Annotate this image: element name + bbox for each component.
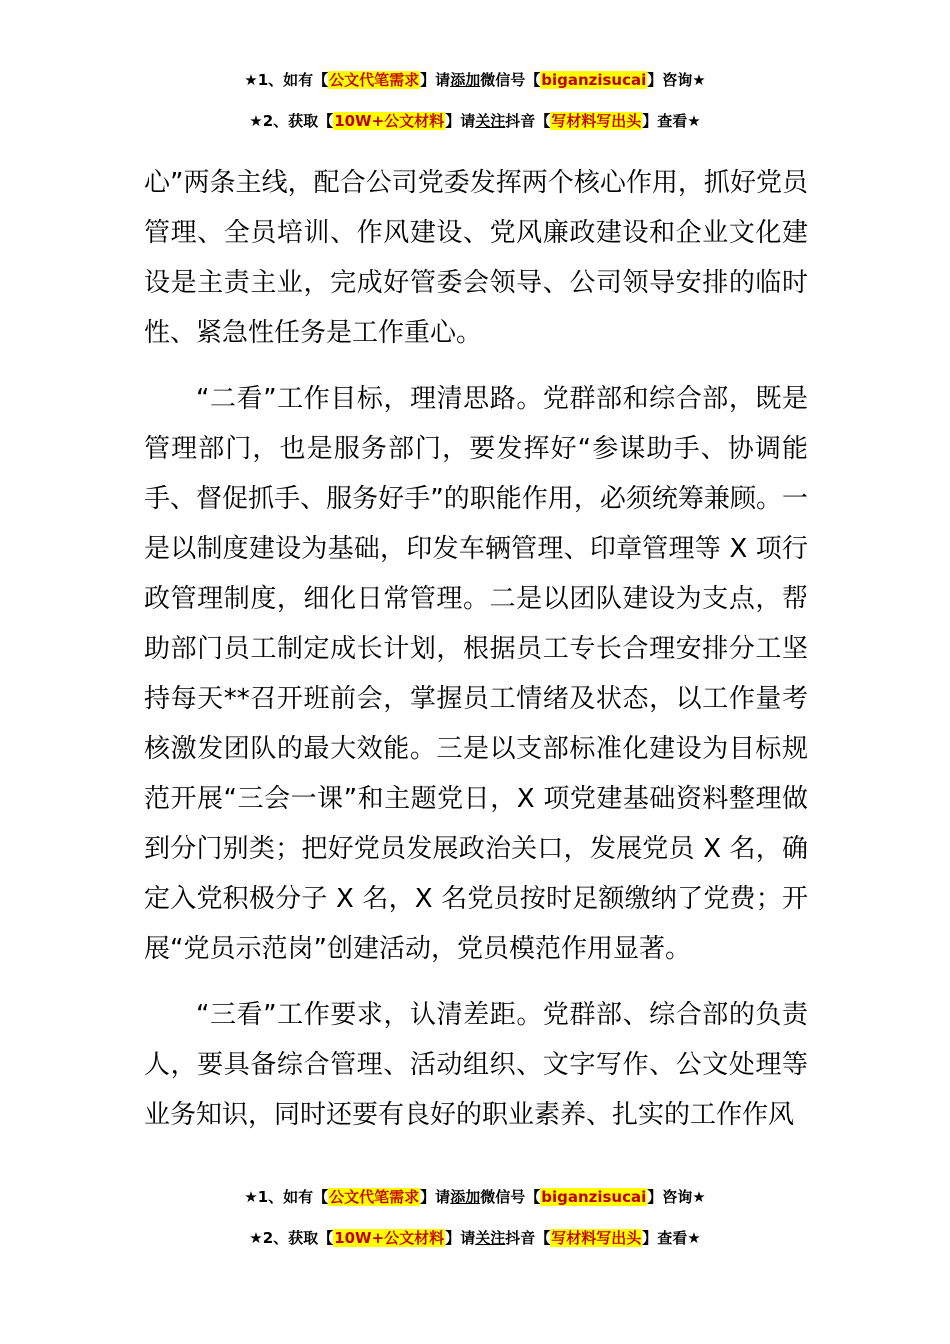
banner-underlined: 关注 — [475, 112, 506, 130]
banner-text: ★2、获取【 — [249, 112, 334, 130]
banner-text: ★2、获取【 — [249, 1229, 334, 1247]
banner-text: 】咨询★ — [647, 71, 706, 89]
banner-text: 】请 — [445, 112, 476, 130]
banner-text: 】请 — [445, 1229, 476, 1247]
banner-highlight: 写材料写出头 — [551, 112, 642, 130]
footer-banner — [0, 1177, 950, 1259]
banner-text: 】咨询★ — [647, 1188, 706, 1206]
paragraph-continued: 心”两条主线，配合公司党委发挥两个核心作用，抓好党员管理、全员培训、作风建设、党风廉政建设和企业文化建设是主责主业，完成好管委会领导、公司领导安排的临时性、紧急性任务是工作重心。 — [144, 168, 808, 348]
banner-text: 微信号【 — [480, 71, 541, 89]
banner-line-2 — [0, 1218, 950, 1259]
banner-line-2 — [0, 101, 950, 142]
banner-text: 抖音【 — [505, 112, 551, 130]
banner-highlight: biganzisucai — [541, 1188, 647, 1206]
banner-highlight: biganzisucai — [541, 71, 647, 89]
banner-text: 】请 — [420, 71, 451, 89]
banner-text: ★1、如有【 — [244, 71, 329, 89]
banner-line-1 — [0, 60, 950, 101]
banner-highlight: 公文代笔需求 — [329, 71, 420, 89]
banner-text: 微信号【 — [480, 1188, 541, 1206]
banner-highlight: 10W+公文材料 — [334, 1229, 445, 1247]
banner-underlined: 关注 — [475, 1229, 506, 1247]
banner-text: ★1、如有【 — [244, 1188, 329, 1206]
document-body — [144, 158, 808, 1140]
banner-highlight: 公文代笔需求 — [329, 1188, 420, 1206]
banner-text: 抖音【 — [505, 1229, 551, 1247]
banner-text: 】查看★ — [642, 1229, 701, 1247]
paragraph-second-look: “二看”工作目标，理清思路。党群部和综合部，既是管理部门，也是服务部门，要发挥好“参谋助手、协调能手、督促抓手、服务好手”的职能作用，必须统筹兼顾。一是以制度建设为基础，印发车辆管理、印章管理等 X 项行政管理制度，细化日常管理。二是以团队建设为支点，帮助部门员工制定成长计划，根据员工专长合理安排分工坚持每天**召开班前会，掌握员工情绪及状态，以工作量考核激发团队的最大效能。三是以支部标准化建设为目标规范开展“三会一课”和主题党日，X 项党建基础资料整理做到分门别类；把好党员发展政治关口，发展党员 X 名，确定入党积极分子 X 名，X 名党员按时足额缴纳了党费；开展“党员示范岗”创建活动，党员模范作用显著。 — [144, 384, 808, 964]
banner-line-1 — [0, 1177, 950, 1218]
banner-underlined: 添加 — [450, 1188, 481, 1206]
banner-highlight: 10W+公文材料 — [334, 112, 445, 130]
banner-text: 】查看★ — [642, 112, 701, 130]
paragraph-third-look: “三看”工作要求，认清差距。党群部、综合部的负责人，要具备综合管理、活动组织、文字写作、公文处理等业务知识，同时还要有良好的职业素养、扎实的工作作风 — [144, 1000, 808, 1130]
banner-highlight: 写材料写出头 — [551, 1229, 642, 1247]
banner-underlined: 添加 — [450, 71, 481, 89]
banner-text: 】请 — [420, 1188, 451, 1206]
header-banner — [0, 60, 950, 142]
